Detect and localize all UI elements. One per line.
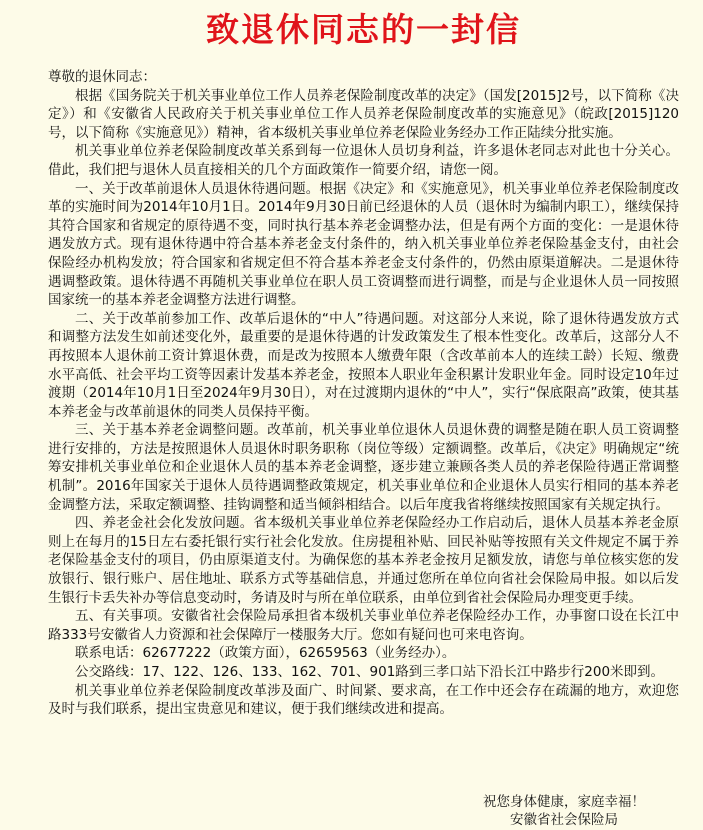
letter-body <box>48 68 679 719</box>
paragraph-section-3: 三、关于基本养老金调整问题。改革前，机关事业单位退休人员退休费的调整是随在职人员工资调整进行安排的，方法是按照退休人员退休时职务职称（岗位等级）定额调整。改革后，《决定》明确规定“统筹安排机关事业单位和企业退休人员的基本养老金调整，逐步建立兼顾各类人员的养老保险待遇正常调整机制”。2016年国家关于退休人员待遇调整政策规定，机关事业单位和企业退休人员实行相同的基本养老金调整方法，采取定额调整、挂钩调整和适当倾斜相结合。以后年度我省将继续按照国家有关规定执行。 <box>48 422 679 513</box>
salutation: 尊敬的退休同志： <box>48 69 156 85</box>
paragraph-background: 机关事业单位养老保险制度改革关系到每一位退休人员切身利益，许多退休老同志对此也十分关心。借此，我们把与退休人员直接相关的几个方面政策作一简要介绍，请您一阅。 <box>48 143 679 178</box>
signature: 安徽省社会保险局 <box>510 812 618 828</box>
letter-title: 致退休同志的一封信 <box>206 10 521 49</box>
paragraph-section-4: 四、养老金社会化发放问题。省本级机关事业单位养老保险经办工作启动后，退休人员基本养老金原则上在每月的15日左右委托银行实行社会化发放。住房提租补贴、回民补贴等按照有关文件规定不属于养老保险基金支付的项目，仍由原渠道支付。为确保您的基本养老金按月足额发放，请您与单位核实您的发放银行、银行账户、居住地址、联系方式等基础信息，并通过您所在单位向省社会保险局申报。如以后发生银行卡丢失补办等信息变动时，务请及时与所在单位联系，由单位到省社会保险局办理变更手续。 <box>48 515 679 606</box>
bus-route: 公交路线：17、122、126、133、162、701、901路到三孝口站下沿长江中路步行200米即到。 <box>75 664 665 680</box>
closing-wish: 祝您身体健康，家庭幸福！ <box>483 794 645 810</box>
paragraph-intro: 根据《国务院关于机关事业单位工作人员养老保险制度改革的决定》（国发[2015]2号，以下简称《决定》）和《安徽省人民政府关于机关事业单位工作人员养老保险制度改革的实施意见》（皖政[2015]120号，以下简称《实施意见》）精神，省本级机关事业单位养老保险业务经办工作正陆续分批实施。 <box>48 87 679 141</box>
letter-closing <box>483 793 645 829</box>
contact-phone: 联系电话：62677222（政策方面），62659563（业务经办）。 <box>75 645 456 662</box>
paragraph-closing-remarks: 机关事业单位养老保险制度改革涉及面广、时间紧、要求高，在工作中还会存在疏漏的地方，欢迎您及时与我们联系，提出宝贵意见和建议，便于我们继续改进和提高。 <box>48 682 679 718</box>
paragraph-section-5: 五、有关事项。安徽省社会保险局承担省本级机关事业单位养老保险经办工作，办事窗口设在长江中路333号安徽省人力资源和社会保障厅一楼服务大厅。您如有疑问也可来电咨询。 <box>48 608 679 643</box>
paragraph-section-1: 一、关于改革前退休人员退休待遇问题。根据《决定》和《实施意见》，机关事业单位养老保险制度改革的实施时间为2014年10月1日。2014年9月30日前已经退休的人员（退休时为编制内职工），继续保持其符合国家和省规定的原待遇不变，同时执行基本养老金调整办法，但是有两个方面的变化：一是退休待遇发放方式。现有退休待遇中符合基本养老金支付条件的，纳入机关事业单位养老保险基金支付，由社会保险经办机构发放；符合国家和省规定但不符合基本养老金支付条件的，仍然由原渠道解决。二是退休待遇调整政策。退休待遇不再随机关事业单位在职人员工资调整而进行调整，而是与企业退休人员一同按照国家统一的基本养老金调整方法进行调整。 <box>48 180 679 309</box>
paragraph-section-2: 二、关于改革前参加工作、改革后退休的“中人”待遇问题。对这部分人来说，除了退休待遇发放方式和调整方法发生如前述变化外，最重要的是退休待遇的计发政策发生了根本性变化。改革后，这部分人不再按照本人退休前工资计算退休费，而是改为按照本人缴费年限（含改革前本人的连续工龄）长短、缴费水平高低、社会平均工资等因素计发基本养老金，按照本人职业年金积累计发职业年金。同时设定10年过渡期（2014年10月1日至2024年9月30日），对在过渡期内退休的“中人”，实行“保底限高”政策，使其基本养老金与改革前退休的同类人员保持平衡。 <box>48 310 679 420</box>
